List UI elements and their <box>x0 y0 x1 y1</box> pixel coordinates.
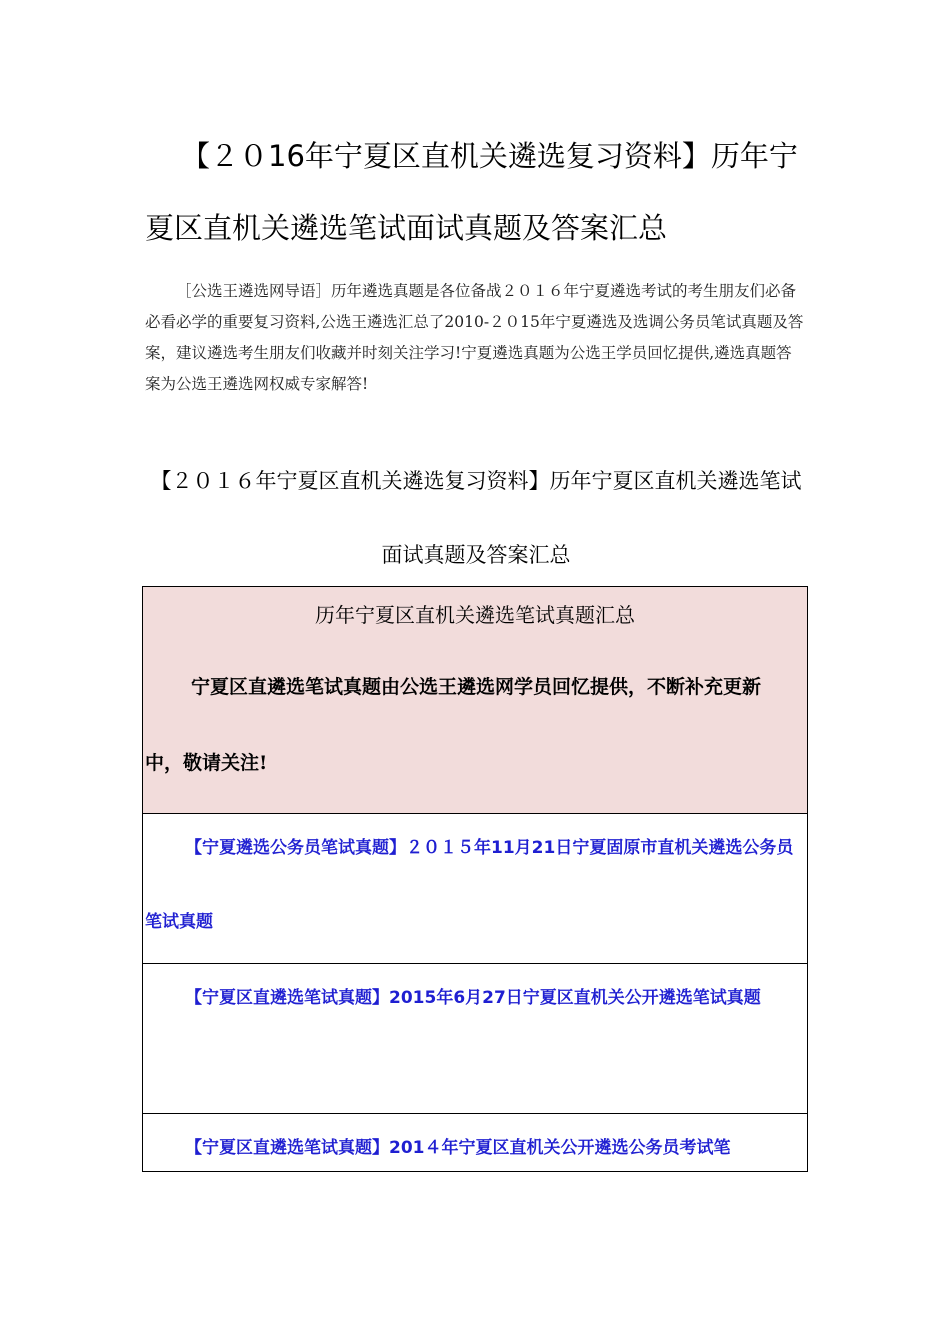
exam-table <box>142 586 808 1172</box>
sub-title: 【２０１６年宁夏区直机关遴选复习资料】历年宁夏区直机关遴选笔试面试真题及答案汇总 <box>150 469 802 567</box>
main-title: 【２０16年宁夏区直机关遴选复习资料】历年宁夏区直机关遴选笔试面试真题及答案汇总 <box>145 139 798 245</box>
table-row <box>143 813 807 963</box>
exam-link-2015-district[interactable]: 【宁夏区直遴选笔试真题】2015年6月27日宁夏区直机关公开遴选笔试真题 <box>185 988 761 1008</box>
exam-link-2014-district[interactable]: 【宁夏区直遴选笔试真题】201４年宁夏区直机关公开遴选公务员考试笔 <box>185 1138 731 1158</box>
table-header-cell <box>143 587 807 813</box>
lead-paragraph: ［公选王遴选网导语］历年遴选真题是各位备战２０１６年宁夏遴选考试的考生朋友们必备必看必学的重要复习资料,公选王遴选汇总了2010-２０15年宁夏遴选及选调公务员笔试真题及答案，建议遴选考生朋友们收藏并时刻关注学习!宁夏遴选真题为公选王学员回忆提供,遴选真题答案为公选王遴选网权威专家解答! <box>145 282 804 393</box>
table-header-note: 宁夏区直遴选笔试真题由公选王遴选网学员回忆提供，不断补充更新中，敬请关注! <box>145 676 762 774</box>
table-header-title: 历年宁夏区直机关遴选笔试真题汇总 <box>315 603 635 627</box>
table-row <box>143 1113 807 1171</box>
table-row <box>143 963 807 1113</box>
exam-link-2015-guyuan[interactable]: 【宁夏遴选公务员笔试真题】２０１５年11月21日宁夏固原市直机关遴选公务员笔试真题 <box>145 838 794 932</box>
